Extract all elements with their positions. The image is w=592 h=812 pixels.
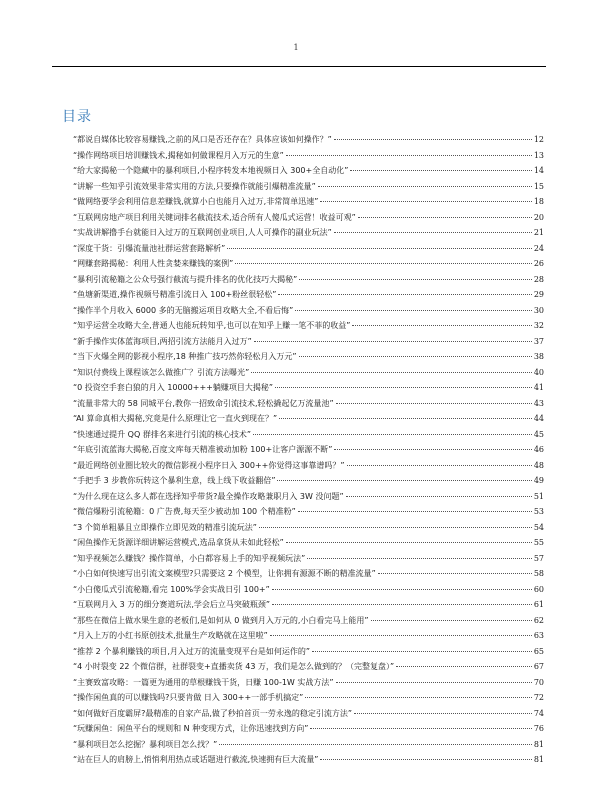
toc-entry-title[interactable]: “操作闲鱼真的可以赚钱吗?只要肯做 日入 300++一部手机搞定” (73, 693, 304, 702)
toc-dot-leader (371, 620, 532, 621)
toc-entry-page[interactable]: 62 (533, 615, 544, 625)
toc-entry-page[interactable]: 81 (533, 739, 544, 749)
toc-entry-title[interactable]: “讲解一些知乎引流效果非常实用的方法,只要操作就能引爆精准流量” (73, 181, 316, 191)
toc-entry[interactable] (73, 473, 544, 489)
toc-entry[interactable] (73, 675, 544, 691)
toc-entry-page[interactable]: 20 (533, 212, 544, 222)
toc-entry-title[interactable]: “做网络要学会利用信息差赚钱,就算小白也能月入过万,非常简单迅速” (73, 197, 319, 206)
toc-entry[interactable] (73, 272, 544, 288)
toc-entry[interactable] (73, 241, 544, 257)
toc-entry-title[interactable]: “知乎运营全攻略大全,普通人也能玩转知乎,也可以在知乎上赚一笔不菲的收益” (73, 321, 351, 330)
toc-dot-leader (279, 418, 532, 419)
toc-dot-leader (320, 759, 531, 760)
toc-entry-title[interactable]: “都说自媒体比较容易赚钱,之前的风口是否还存在？具体应该如何操作？” (73, 135, 332, 144)
toc-dot-leader (275, 387, 532, 388)
toc-entry-title[interactable]: “站在巨人的肩膀上,悄悄利用热点或话题进行截流,快速拥有巨大流量” (73, 755, 319, 764)
toc-entry-title[interactable]: “鱼塘新渠道,操作视频号精准引流日入 100+粉丝很轻松” (73, 290, 277, 299)
toc-dot-leader (347, 465, 532, 466)
toc-entry[interactable] (73, 504, 544, 520)
toc-entry[interactable] (73, 163, 544, 179)
toc-entry-title[interactable]: “AI 算命真相大揭秘,究竟是什么原理让它一直火到现在？” (73, 414, 278, 423)
toc-entry-title[interactable]: “当下火爆全网的影视小程序,18 种推广技巧然你轻松月入万元” (73, 352, 297, 361)
toc-entry[interactable] (73, 427, 544, 443)
toc-entry-page[interactable]: 30 (533, 305, 544, 315)
toc-entry[interactable] (73, 613, 544, 629)
toc-entry-page[interactable]: 55 (533, 538, 544, 547)
toc-entry-page[interactable]: 21 (533, 228, 544, 237)
page-number: 1 (293, 43, 299, 52)
toc-entry[interactable] (73, 690, 544, 706)
toc-entry[interactable] (73, 132, 544, 148)
toc-entry-page[interactable]: 57 (533, 553, 544, 563)
toc-entry-page[interactable]: 76 (533, 724, 544, 733)
toc-entry-title[interactable]: “微信爆粉引流秘籍：0 广告费,每天至少被动加 100 个精准粉” (73, 507, 296, 516)
toc-dot-leader (299, 279, 532, 280)
toc-entry-title[interactable]: “给大家揭秘一个隐藏中的暴利项目,小程序转发本地视频日入 300+全自动化” (73, 166, 349, 175)
toc-entry-title[interactable]: “月入上万的小红书原创技术,批量生产攻略就在这里啦” (73, 631, 268, 640)
toc-entry-page[interactable]: 58 (533, 569, 544, 578)
toc-dot-leader (378, 573, 532, 574)
toc-entry[interactable] (73, 566, 544, 582)
toc-entry-title[interactable]: “流量非常大的 58 同城平台,教你一招致命引流技术,轻松撬起亿万流量池” (73, 398, 334, 408)
toc-entry-title[interactable]: “手把手 3 步教你玩转这个暴利生意，线上线下收益翻倍” (73, 476, 276, 485)
toc-entry[interactable] (73, 411, 544, 427)
toc-dot-leader (307, 558, 532, 559)
toc-dot-leader (299, 356, 532, 357)
toc-entry-page[interactable]: 45 (533, 429, 544, 439)
toc-entry-title[interactable]: “快速通过提升 QQ 群排名来进行引流的核心技术” (73, 429, 251, 439)
toc-dot-leader (334, 449, 531, 450)
toc-entry[interactable] (73, 535, 544, 551)
toc-dot-leader (298, 511, 532, 512)
toc-entry-page[interactable]: 18 (533, 197, 544, 206)
toc-dot-leader (253, 434, 532, 435)
toc-entry[interactable] (73, 520, 544, 536)
toc-dot-leader (272, 589, 532, 590)
toc-entry-page[interactable]: 65 (533, 646, 544, 656)
toc-dot-leader (286, 155, 532, 156)
toc-dot-leader (352, 325, 531, 326)
toc-entry[interactable] (73, 287, 544, 303)
toc-entry[interactable] (73, 659, 544, 675)
toc-entry-page[interactable]: 46 (533, 445, 544, 454)
toc-entry-page[interactable]: 13 (533, 150, 544, 160)
toc-entry-title[interactable]: “操作网络项目培训赚钱术,揭秘如何做课程月入万元的生意” (73, 150, 284, 160)
toc-entry-title[interactable]: “深度干货：引爆流量池社群运营套路解析” (73, 243, 226, 253)
toc-entry[interactable] (73, 458, 544, 474)
toc-dot-leader (219, 744, 532, 745)
toc-entry[interactable] (73, 365, 544, 381)
toc-entry-title[interactable]: “暴利项目怎么挖掘？暴利项目怎么找？” (73, 739, 218, 749)
toc-dot-leader (310, 728, 531, 729)
toc-dot-leader (235, 263, 532, 264)
toc-dot-leader (259, 527, 532, 528)
toc-entry-page[interactable]: 60 (533, 584, 544, 594)
toc-entry[interactable] (73, 210, 544, 226)
toc-entry-page[interactable]: 44 (533, 414, 544, 423)
toc-dot-leader (358, 217, 532, 218)
toc-dot-leader (346, 496, 532, 497)
toc-entry-title[interactable]: “新手操作实体蓝海项目,两招引流方法能月入过万” (73, 336, 252, 346)
toc-entry-page[interactable]: 40 (533, 367, 544, 377)
toc-dot-leader (336, 403, 532, 404)
toc-entry-title[interactable]: “玩赚闲鱼：闲鱼平台的规则和 N 种变现方式，让你迅速找到方向” (73, 724, 309, 733)
toc-dot-leader (277, 480, 531, 481)
toc-dot-leader (295, 310, 532, 311)
toc-entry-page[interactable]: 53 (533, 507, 544, 516)
header-rule (52, 66, 546, 67)
toc-entry-title[interactable]: “互联网房地产项目利用关键词排名截流技术,适合所有人傻瓜式运营！收益可观” (73, 212, 356, 222)
toc-entry-page[interactable]: 72 (533, 693, 544, 702)
toc-entry[interactable] (73, 752, 544, 768)
toc-entry-page[interactable]: 41 (533, 383, 544, 392)
toc-entry[interactable] (73, 737, 544, 753)
toc-entry-page[interactable]: 48 (533, 460, 544, 470)
toc-dot-leader (354, 713, 532, 714)
toc-entry-title[interactable]: “小白如何快速写出引流文案模型?只需要这 2 个模型，让你拥有源源不断的精准流量” (73, 569, 376, 578)
toc-entry[interactable] (73, 582, 544, 598)
toc-entry-title[interactable]: “网赚套路揭秘：利用人性贪婪来赚钱的案例” (73, 259, 234, 268)
toc-entry[interactable] (73, 318, 544, 334)
toc-entry-page[interactable]: 26 (533, 259, 544, 268)
toc-dot-leader (334, 232, 532, 233)
toc-dot-leader (251, 372, 532, 373)
toc-entry-page[interactable]: 51 (533, 491, 544, 501)
toc-entry[interactable] (73, 225, 544, 241)
toc-dot-leader (286, 542, 532, 543)
toc-entry[interactable] (73, 303, 544, 319)
toc-dot-leader (305, 697, 532, 698)
toc-entry-page[interactable]: 61 (533, 600, 544, 609)
toc-entry[interactable] (73, 349, 544, 365)
toc-entry-title[interactable]: “实战讲解撸手台就能日入过万的互联网创业项目,人人可操作的副业玩法” (73, 228, 332, 237)
toc-list (73, 132, 544, 768)
toc-dot-leader (312, 651, 532, 652)
toc-entry-page[interactable]: 43 (533, 398, 544, 408)
toc-entry[interactable] (73, 179, 544, 195)
toc-dot-leader (334, 139, 532, 140)
toc-entry[interactable] (73, 334, 544, 350)
toc-entry[interactable] (73, 644, 544, 660)
toc-entry-page[interactable]: 24 (533, 243, 544, 253)
toc-dot-leader (318, 186, 532, 187)
toc-entry-title[interactable]: “推荐 2 个暴利赚钱的项目,月入过万的流量变现平台是如何运作的” (73, 646, 311, 656)
toc-entry-title[interactable]: “主赛致富攻略：一篇更为通用的草根赚钱干货，日赚 100-1W 实战方法” (73, 677, 334, 687)
toc-entry-title[interactable]: “互联网月入 3 万的细分赛道玩法,学会后立马突破瓶颈” (73, 600, 271, 609)
toc-dot-leader (350, 170, 531, 171)
toc-entry-page[interactable]: 54 (533, 522, 544, 532)
toc-entry[interactable] (73, 148, 544, 164)
toc-entry-page[interactable]: 37 (533, 336, 544, 346)
toc-dot-leader (278, 294, 531, 295)
toc-entry-page[interactable]: 29 (533, 290, 544, 299)
toc-entry[interactable] (73, 442, 544, 458)
toc-dot-leader (336, 682, 532, 683)
toc-entry-title[interactable]: “暴利引流秘籍之公众号强行截流与提升排名的优化技巧大揭秘” (73, 274, 298, 284)
toc-entry-page[interactable]: 49 (533, 476, 544, 485)
toc-dot-leader (254, 341, 532, 342)
toc-entry-title[interactable]: “知乎视频怎么赚钱？操作简单，小白都容易上手的知乎视频玩法” (73, 553, 306, 563)
toc-entry[interactable] (73, 721, 544, 737)
toc-entry-page[interactable]: 15 (533, 181, 544, 191)
toc-entry[interactable] (73, 551, 544, 567)
toc-dot-leader (320, 201, 531, 202)
toc-entry-title[interactable]: “最近网络创业圈比较火的微信影视小程序日入 300++你觉得这事靠谱吗？” (73, 460, 345, 470)
toc-entry[interactable] (73, 597, 544, 613)
toc-entry[interactable] (73, 396, 544, 412)
toc-entry-title[interactable]: “闲鱼操作无货源详细讲解运营模式,选品拿货从未如此轻松” (73, 538, 284, 547)
toc-entry-page[interactable]: 70 (533, 677, 544, 687)
toc-dot-leader (227, 248, 532, 249)
toc-dot-leader (272, 604, 532, 605)
toc-entry[interactable] (73, 194, 544, 210)
toc-entry-title[interactable]: “4 小时裂变 22 个微信群，社群裂变+直播卖货 43 万，我们是怎么做到的？（完整复盘）” (73, 662, 395, 671)
toc-entry-page[interactable]: 67 (533, 662, 544, 671)
toc-dot-leader (270, 635, 532, 636)
toc-entry-page[interactable]: 38 (533, 352, 544, 361)
toc-entry-page[interactable]: 32 (533, 321, 544, 330)
toc-entry-title[interactable]: “为什么现在这么多人都在选择知乎带货?最全操作攻略兼职月入 3W 没问题” (73, 491, 344, 501)
toc-entry-title[interactable]: “3 个简单粗暴且立即操作立即见效的精准引流玩法” (73, 522, 257, 532)
toc-entry-title[interactable]: “那些在微信上做水果生意的老板们,是如何从 0 做到月入万元的,小白看完马上能用” (73, 615, 369, 625)
toc-entry-title[interactable]: “年底引流蓝海大揭秘,百度文库每天精准被动加粉 100+让客户源源不断” (73, 445, 333, 454)
toc-entry[interactable] (73, 706, 544, 722)
toc-entry-title[interactable]: “小白傻瓜式引流秘籍,看完 100%学会实战日引 100+” (73, 584, 270, 594)
toc-entry-page[interactable]: 81 (533, 755, 544, 764)
toc-entry-page[interactable]: 74 (533, 708, 544, 718)
toc-entry[interactable] (73, 628, 544, 644)
toc-entry-title[interactable]: “如何做好百度霸屏?最精准的自家产品,做了秒拍首页一劳永逸的稳定引流方法” (73, 708, 353, 718)
toc-entry-title[interactable]: “0 投资空手套白狼的月入 10000+++躺赚项目大揭秘” (73, 383, 274, 392)
toc-entry-page[interactable]: 63 (533, 631, 544, 640)
toc-dot-leader (396, 666, 532, 667)
toc-entry-page[interactable]: 28 (533, 274, 544, 284)
toc-entry[interactable] (73, 256, 544, 272)
toc-entry-title[interactable]: “操作半个月收入 6000 多的无脑搬运项目攻略大全,不看后悔” (73, 305, 294, 315)
toc-title: 目录 (62, 109, 92, 125)
toc-entry-title[interactable]: “知识付费线上课程该怎么做推广？引流方法曝光” (73, 367, 250, 377)
toc-entry-page[interactable]: 12 (533, 135, 544, 144)
toc-entry[interactable] (73, 489, 544, 505)
toc-entry-page[interactable]: 14 (533, 166, 544, 175)
toc-entry[interactable] (73, 380, 544, 396)
